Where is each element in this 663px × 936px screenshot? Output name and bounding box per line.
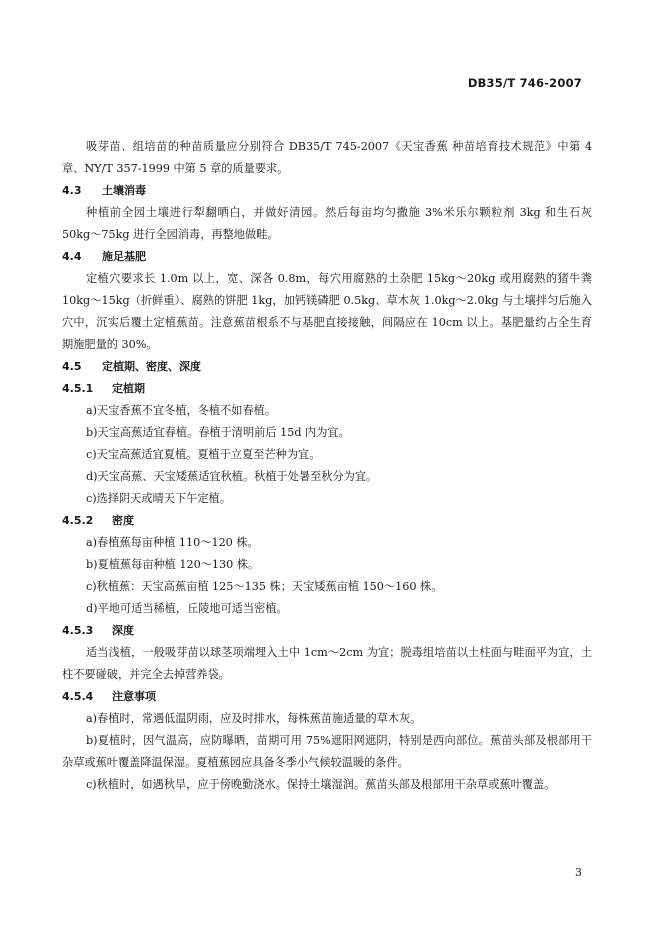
section-title: 定植期、密度、深度	[102, 360, 201, 373]
heading-4-5-1	[62, 378, 592, 400]
section-number: 4.5	[62, 360, 82, 373]
list-item: d)平地可适当稀植，丘陵地可适当密植。	[86, 602, 288, 615]
list-item: b)天宝高蕉适宜春植。春植于清明前后 15d 内为宜。	[86, 426, 350, 439]
heading-4-5-3	[62, 620, 592, 642]
list-item: b)夏植蕉每亩种植 120～130 株。	[86, 558, 260, 571]
heading-4-5	[62, 356, 592, 378]
list-item: a)天宝香蕉不宜冬植，冬植不如春植。	[86, 404, 277, 417]
paragraph-planting-depth: 适当浅植，一般吸芽苗以球茎项端埋入土中 1cm～2cm 为宜；脱毒组培苗以土柱面与畦面平为宜，土柱不要碰破，并完全去掉营养袋。	[62, 646, 592, 681]
section-number: 4.5.4	[62, 690, 94, 703]
list-item: b)夏植时，因气温高，应防曝晒，苗期可用 75%遮阳网遮阴，特别是西向部位。蕉苗头部及根部用干杂草或蕉叶覆盖降温保湿。夏植蕉园应具备冬季小气候较温暖的条件。	[62, 734, 592, 769]
list-item: c)秋植时，如遇秋旱，应于傍晚勤浇水。保持土壤湿润。蕉苗头部及根部用干杂草或蕉叶覆盖。	[86, 778, 556, 791]
section-title: 施足基肥	[102, 250, 146, 263]
list-item: c)天宝高蕉适宜夏植。夏植于立夏至芒种为宜。	[86, 448, 321, 461]
section-title: 定植期	[112, 382, 145, 395]
list-item: c)选择阴天或晴天下午定植。	[86, 492, 231, 505]
paragraph-seedling-quality: 吸芽苗、组培苗的种苗质量应分别符合 DB35/T 745-2007《天宝香蕉 种苗培育技术规范》中第 4 章、NY/T 357-1999 中第 5 章的质量要求。	[62, 140, 592, 175]
page-number: 3	[575, 866, 582, 879]
paragraph-soil-disinfection: 种植前全园土壤进行犁翻晒白，并做好清园。然后每亩均匀撒施 3%米乐尔颗粒剂 3kg 和生石灰 50kg～75kg 进行全园消毒，再整地做畦。	[62, 206, 592, 241]
heading-4-5-2	[62, 510, 592, 532]
heading-4-4	[62, 246, 592, 268]
document-code: DB35/T 746-2007	[467, 76, 582, 90]
section-title: 注意事项	[112, 690, 156, 703]
list-item: d)天宝高蕉、天宝矮蕉适宜秋植。秋植于处暑至秋分为宜。	[86, 470, 378, 483]
section-number: 4.3	[62, 184, 82, 197]
heading-4-5-4	[62, 686, 592, 708]
section-title: 土壤消毒	[102, 184, 146, 197]
paragraph-base-fertilizer: 定植穴要求长 1.0m 以上，宽、深各 0.8m，每穴用腐熟的土杂肥 15kg～20kg 或用腐熟的猪牛粪 10kg～15kg（折鲜重）、腐熟的饼肥 1kg，加钙镁磷肥 0.5kg、草木灰 1.0kg～2.0kg 与土壤拌匀后施入穴中，沉实后覆土定植蕉苗。注意蕉苗根系不与基肥直接接触，间隔应在 10cm 以上。基肥量约占全生育期施肥量的 30%。	[62, 272, 592, 351]
list-item: a)春植时，常遇低温阴雨，应及时排水，每株蕉苗施适量的草木灰。	[86, 712, 422, 725]
heading-4-3	[62, 180, 592, 202]
list-item: a)春植蕉每亩种植 110～120 株。	[86, 536, 259, 549]
list-item: c)秋植蕉：天宝高蕉亩植 125～135 株；天宝矮蕉亩植 150～160 株。	[86, 580, 443, 593]
section-title: 深度	[112, 624, 134, 637]
section-number: 4.5.3	[62, 624, 94, 637]
section-title: 密度	[112, 514, 134, 527]
document-body	[62, 136, 592, 796]
section-number: 4.5.1	[62, 382, 94, 395]
section-number: 4.4	[62, 250, 82, 263]
section-number: 4.5.2	[62, 514, 94, 527]
